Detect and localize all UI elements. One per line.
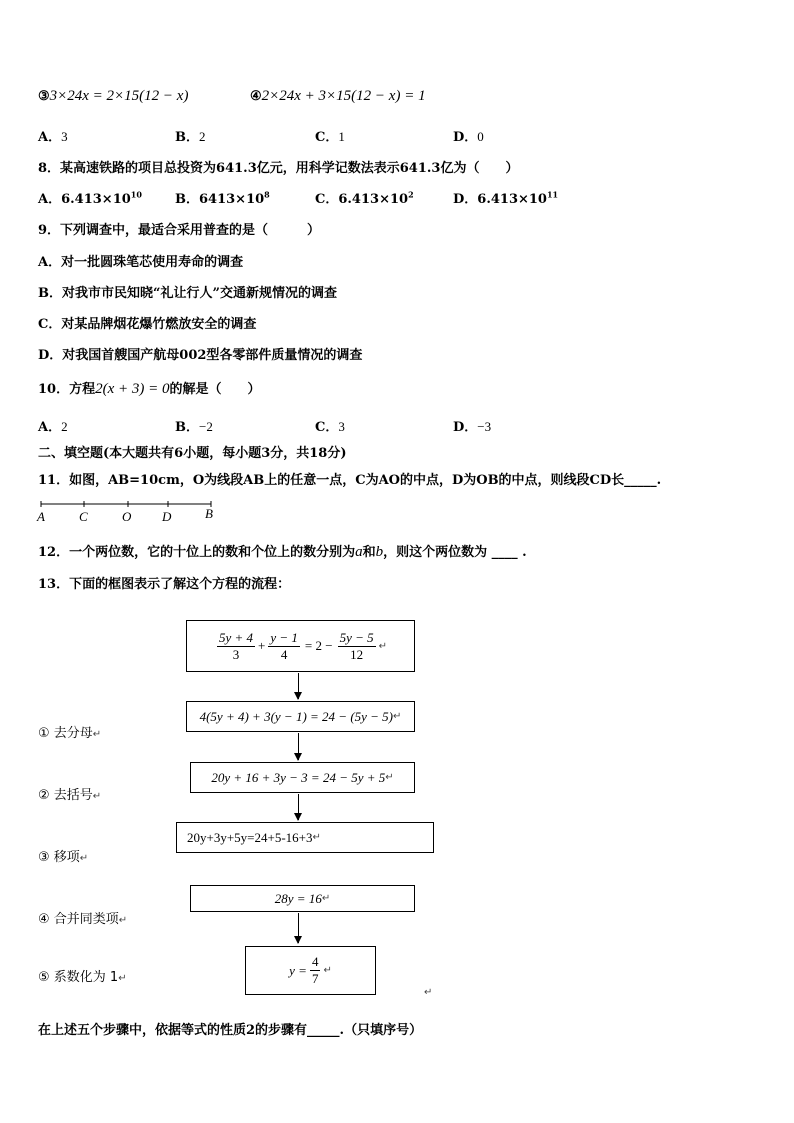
flow-box-step-4: 28y = 16 ↵ (190, 885, 415, 912)
q11-stem: 11．如图，AB=10cm，O为线段AB上的任意一点，C为AO的中点，D为OB的中点，则线段CD长_____. (38, 473, 662, 488)
q9-option-d: D．对我国首艘国产航母002型各零部件质量情况的调查 (38, 348, 363, 363)
q9-option-a: A．对一批圆珠笔芯使用寿命的调查 (38, 255, 244, 270)
q8-option-a: A．$6.413\times 10^{10}$ (38, 189, 142, 207)
step-label-3: ③ 移项↵ (38, 850, 89, 865)
paragraph-mark: ↵ (424, 987, 433, 998)
q10-option-c: C．3 (315, 419, 345, 435)
label-a: A (37, 509, 45, 524)
label-d: D (162, 509, 172, 524)
q9-stem: 9．下列调查中，最适合采用普查的是（ ） (38, 223, 321, 238)
q12-stem: 12．一个两位数，它的十位上的数和个位上的数分别为a和b，则这个两位数为 ____ . (38, 544, 527, 560)
flow-box-step-5: y = $\frac{4}{7}$ ↵ (245, 946, 376, 995)
section-2-heading: 二、填空题(本大题共有6小题，每小题3分，共18分) (38, 446, 347, 461)
q7-option-a: A．3 (38, 129, 68, 145)
q10-option-b: B．−2 (175, 419, 213, 435)
q7-option-b: B．2 (175, 129, 206, 145)
q7-option-d: D．0 (453, 129, 484, 145)
q9-option-c: C．对某品牌烟花爆竹燃放安全的调查 (38, 317, 257, 332)
flow-box-step-1: 4(5y + 4) + 3(y − 1) = 24 − (5y − 5) ↵ (186, 701, 415, 732)
flow-arrow-2 (298, 733, 299, 760)
q13-stem: 13．下面的框图表示了解这个方程的流程： (38, 577, 291, 592)
q8-option-b: B．$6413\times 10^8$ (175, 189, 270, 207)
step-label-2: ② 去括号↵ (38, 788, 102, 803)
label-b: B (205, 506, 213, 521)
q8-option-d: D．$6.413\times 10^{11}$ (453, 189, 559, 207)
q10-stem: 10．方程2(x + 3) = 0的解是（ ） (38, 381, 261, 397)
q11-segment-figure (36, 498, 226, 526)
flow-box-original-equation: $\frac{5y + 4}{3}$ + $\frac{y - 1}{4}$ = 2 − $\frac{5y - 5}{12}$ ↵ (186, 620, 415, 672)
q8-option-c: C．$6.413\times 10^2$ (315, 189, 414, 207)
flow-box-step-2: 20y + 16 + 3y − 3 = 24 − 5y + 5 ↵ (190, 762, 415, 793)
flow-arrow-5 (298, 913, 299, 943)
step-label-5: ⑤ 系数化为 1↵ (38, 970, 127, 985)
flow-arrow-3 (298, 794, 299, 820)
q8-stem: 8．某高速铁路的项目总投资为641.3亿元，用科学记数法表示641.3亿为（ ） (38, 161, 519, 176)
q13-question: 在上述五个步骤中，依据等式的性质2的步骤有_____.（只填序号） (38, 1023, 423, 1038)
q9-option-b: B．对我市市民知晓“礼让行人”交通新规情况的调查 (38, 286, 337, 301)
flow-box-step-3: 20y+3y+5y=24+5-16+3 ↵ (176, 822, 434, 853)
step-label-4: ④ 合并同类项↵ (38, 912, 128, 927)
q7-option-c: C．1 (315, 129, 345, 145)
label-c: C (79, 509, 88, 524)
step-label-1: ① 去分母↵ (38, 726, 102, 741)
q7-equation-4: ④2×24x + 3×15(12 − x) = 1 (250, 88, 426, 104)
q7-equation-3: ③3×24x = 2×15(12 − x) (38, 88, 189, 104)
q10-option-d: D．−3 (453, 419, 492, 435)
q10-option-a: A．2 (38, 419, 68, 435)
flow-arrow-1 (298, 673, 299, 699)
label-o: O (122, 509, 132, 524)
